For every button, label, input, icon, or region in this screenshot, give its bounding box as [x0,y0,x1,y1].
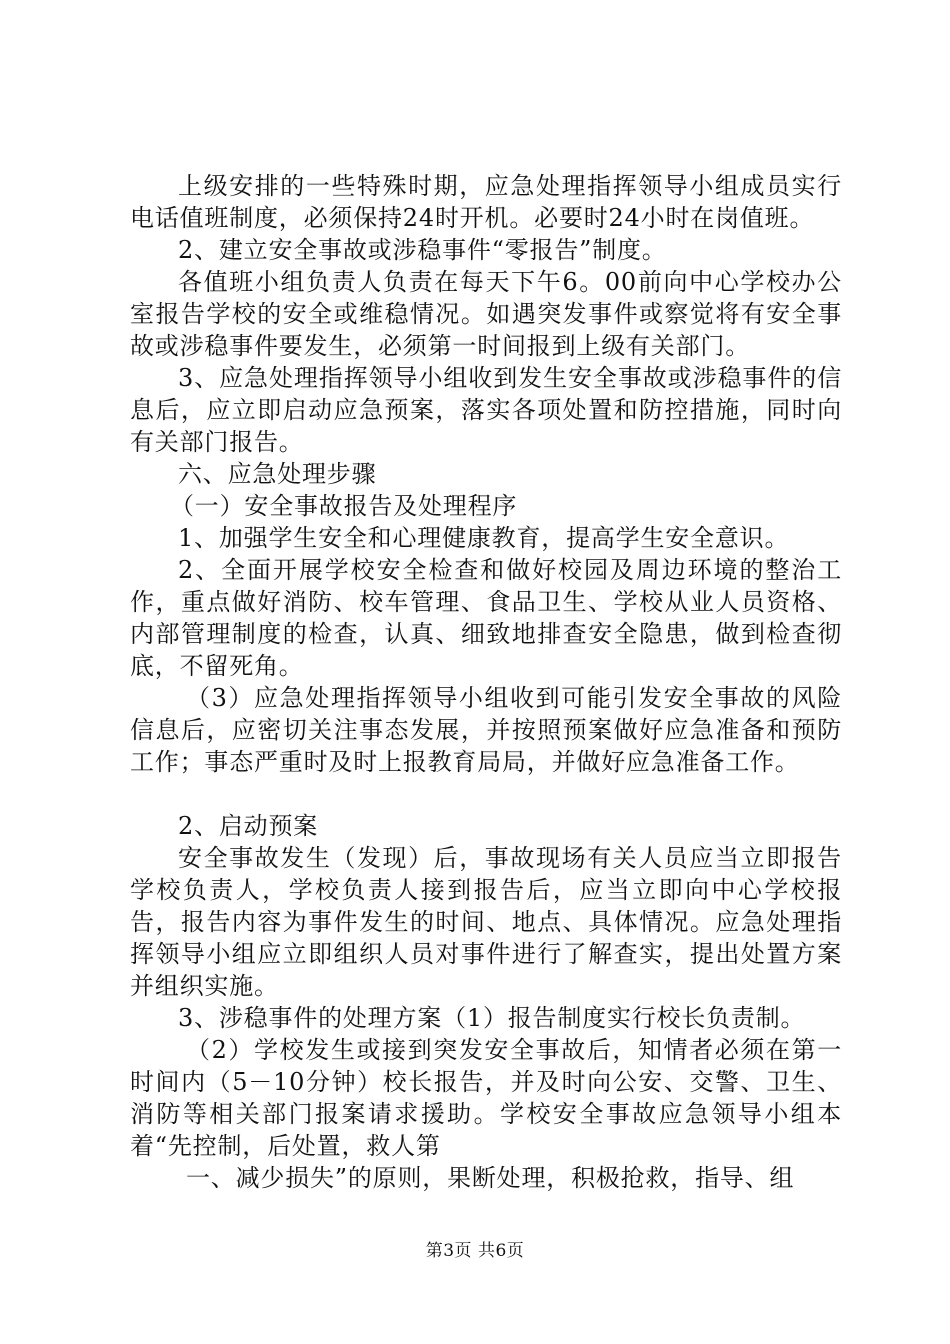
paragraph-daily-report: 各值班小组负责人负责在每天下午6。00前向中心学校办公室报告学校的安全或维稳情况。如遇突发事件或察觉将有安全事故或涉稳事件要发生，必须第一时间报到上级有关部门。 [130,268,842,360]
paragraph-safety-inspection: 2、全面开展学校安全检查和做好校园及周边环境的整治工作，重点做好消防、校车管理、食品卫生、学校从业人员资格、内部管理制度的检查，认真、细致地排查安全隐患，做到检查彻底，不留死角。 [130,556,842,680]
paragraph-duty-schedule: 上级安排的一些特殊时期，应急处理指挥领导小组成员实行电话值班制度，必须保持24时开机。必要时24小时在岗值班。 [130,172,842,232]
paragraph-loss-reduction: 一、减少损失”的原则，果断处理，积极抢救，指导、组 [186,1164,795,1192]
document-body [130,170,842,1194]
paragraph-safety-education: 1、加强学生安全和心理健康教育，提高学生安全意识。 [178,524,790,552]
section-heading-emergency-steps: 六、应急处理步骤 [178,460,377,488]
subsection-heading-accident-procedure: （一）安全事故报告及处理程序 [170,492,518,520]
paragraph-rescue-request: （2）学校发生或接到突发安全事故后，知情者必须在第一时间内（5－10分钟）校长报告，并及时向公安、交警、卫生、消防等相关部门报案请求援助。学校安全事故应急领导小组本着“先控制，后处置，救人第 [130,1036,842,1160]
page-footer [0,1240,950,1262]
paragraph-start-plan-heading: 2、启动预案 [178,812,319,840]
paragraph-zero-report-heading: 2、建立安全事故或涉稳事件“零报告”制度。 [178,236,667,264]
paragraph-emergency-activation: 3、应急处理指挥领导小组收到发生安全事故或涉稳事件的信息后，应立即启动应急预案，落实各项处置和防控措施，同时向有关部门报告。 [130,364,842,456]
paragraph-accident-reporting: 安全事故发生（发现）后，事故现场有关人员应当立即报告学校负责人，学校负责人接到报告后，应当立即向中心学校报告，报告内容为事件发生的时间、地点、具体情况。应急处理指挥领导小组应立即组织人员对事件进行了解查实，提出处置方案并组织实施。 [130,844,842,1000]
paragraph-risk-information: （3）应急处理指挥领导小组收到可能引发安全事故的风险信息后，应密切关注事态发展，并按照预案做好应急准备和预防工作；事态严重时及时上报教育局局，并做好应急准备工作。 [130,684,842,776]
page-number-label: 第3页 共6页 [425,1241,525,1261]
paragraph-stability-incident-plan: 3、涉稳事件的处理方案（1）报告制度实行校长负责制。 [178,1004,806,1032]
